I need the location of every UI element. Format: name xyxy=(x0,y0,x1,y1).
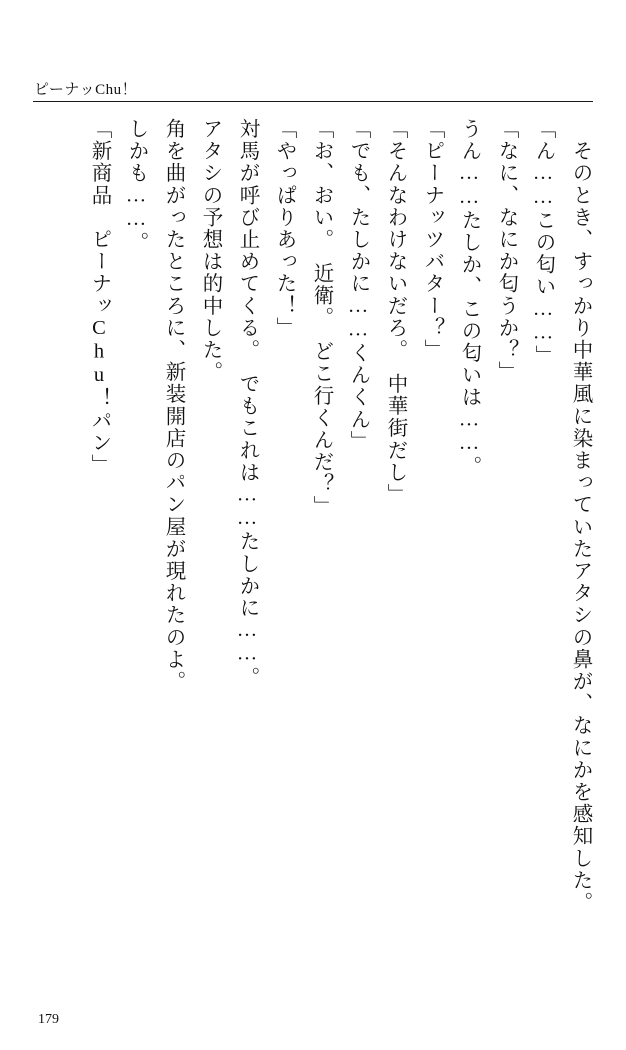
body-line-1: そのとき、すっかり中華風に染まっていたアタシの鼻が、なにかを感知した。 xyxy=(569,118,591,914)
body-line-11: アタシの予想は的中した。 xyxy=(199,118,221,384)
body-line-4: うん……たしか、この匂いは……。 xyxy=(458,118,480,478)
vertical-body-text xyxy=(53,118,598,918)
body-line-7: 「でも、たしかに……くんくん」 xyxy=(347,118,369,453)
running-head: ピーナッChu！ xyxy=(34,82,138,98)
body-line-2: 「ん……この匂い……」 xyxy=(532,118,554,368)
shop-sign-line: 「新商品 ピーナッChu！パン」 xyxy=(88,118,110,477)
body-line-5: 「ピーナッツバター？」 xyxy=(421,118,443,362)
body-line-6: 「そんなわけないだろ。 中華街だし」 xyxy=(384,118,406,506)
body-line-9: 「やっぱりあった！」 xyxy=(273,118,295,339)
header-rule xyxy=(33,101,593,102)
body-line-13: しかも……。 xyxy=(125,118,147,254)
body-line-10: 対馬が呼び止めてくる。 でもこれは……たしかに……。 xyxy=(236,118,258,689)
body-line-3: 「なに、なにか匂うか？」 xyxy=(495,118,517,384)
page-number: 179 xyxy=(38,1012,59,1027)
body-line-12: 角を曲がったところに、新装開店のパン屋が現れたのよ。 xyxy=(162,118,184,693)
body-line-8: 「お、おい。 近衛。 どこ行くんだ？」 xyxy=(310,118,332,518)
